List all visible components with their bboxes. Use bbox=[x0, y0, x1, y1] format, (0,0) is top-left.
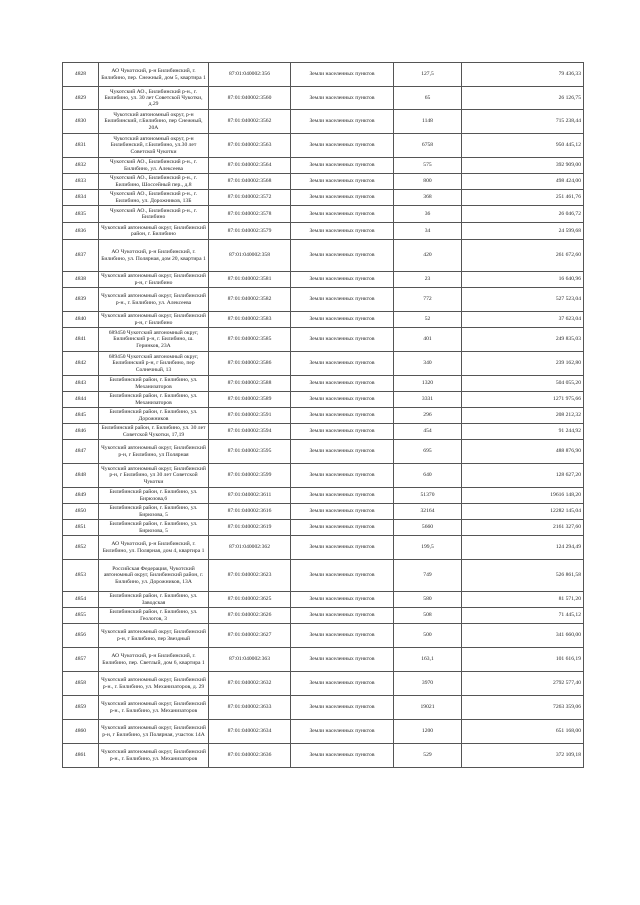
table-row bbox=[63, 190, 584, 206]
land-category-cell: Земли населенных пунктов bbox=[291, 424, 394, 440]
table-row bbox=[63, 376, 584, 392]
table-row bbox=[63, 696, 584, 720]
cadastral-number-cell: 87:01:040002:3625 bbox=[209, 592, 291, 608]
row-number: 4850 bbox=[63, 504, 99, 520]
table-row bbox=[63, 608, 584, 624]
table-row bbox=[63, 110, 584, 134]
cadastral-value-cell: 208 212,32 bbox=[462, 408, 584, 424]
row-number: 4836 bbox=[63, 223, 99, 240]
land-category-cell: Земли населенных пунктов bbox=[291, 488, 394, 504]
table-row bbox=[63, 87, 584, 110]
row-number: 4859 bbox=[63, 696, 99, 720]
address-cell: Российская Федерация, Чукотский автономный округ, Билибинский район, г. Билибино, ул. Дорожников, 13А bbox=[99, 560, 209, 592]
address-cell: Чукотский автономный округ, р-н Билибинский, г.Билибино, ул.30 лет Советской Чукотки bbox=[99, 134, 209, 158]
row-number: 4842 bbox=[63, 352, 99, 376]
table-row bbox=[63, 720, 584, 744]
cadastral-value-cell: 392 909,00 bbox=[462, 158, 584, 174]
address-cell: АО Чукотский, р-н Билибинский, г. Билибино, ул. Полярная, дом 20, квартира 1 bbox=[99, 240, 209, 272]
area-cell: 529 bbox=[394, 744, 462, 768]
cadastral-value-cell: 16 640,96 bbox=[462, 272, 584, 288]
address-cell: Чукотский автономный округ, Билибинский район, г. Билибино bbox=[99, 223, 209, 240]
address-cell: Чукотский автономный округ, Билибинский р-н, г Билибино bbox=[99, 312, 209, 328]
table-body bbox=[63, 63, 584, 768]
land-category-cell: Земли населенных пунктов bbox=[291, 134, 394, 158]
row-number: 4838 bbox=[63, 272, 99, 288]
land-category-cell: Земли населенных пунктов bbox=[291, 63, 394, 87]
cadastral-value-cell: 12282 145,04 bbox=[462, 504, 584, 520]
table-row bbox=[63, 174, 584, 190]
table-row bbox=[63, 440, 584, 464]
land-category-cell: Земли населенных пунктов bbox=[291, 672, 394, 696]
cadastral-number-cell: 87:01:040002:3568 bbox=[209, 174, 291, 190]
cadastral-number-cell: 87:01:040002:3581 bbox=[209, 272, 291, 288]
row-number: 4851 bbox=[63, 520, 99, 536]
cadastral-value-cell: 249 835,03 bbox=[462, 328, 584, 352]
cadastral-number-cell: 87:01:040002:3599 bbox=[209, 464, 291, 488]
area-cell: 6758 bbox=[394, 134, 462, 158]
cadastral-number-cell: 87:01:040002:3611 bbox=[209, 488, 291, 504]
address-cell: Чукотский автономный округ, Билибинский р-н, г Билибино, ул Полярная bbox=[99, 440, 209, 464]
cadastral-number-cell: 87:01:040002:356 bbox=[209, 63, 291, 87]
cadastral-value-cell: 498 424,00 bbox=[462, 174, 584, 190]
cadastral-number-cell: 87:01:040002:3563 bbox=[209, 134, 291, 158]
area-cell: 508 bbox=[394, 608, 462, 624]
address-cell: Чукотский АО., Билибинский р-н., г. Билибино, ул. Алексеева bbox=[99, 158, 209, 174]
row-number: 4831 bbox=[63, 134, 99, 158]
row-number: 4852 bbox=[63, 536, 99, 560]
row-number: 4844 bbox=[63, 392, 99, 408]
cadastral-value-cell: 128 627,20 bbox=[462, 464, 584, 488]
cadastral-value-cell: 79 436,33 bbox=[462, 63, 584, 87]
land-category-cell: Земли населенных пунктов bbox=[291, 624, 394, 648]
row-number: 4856 bbox=[63, 624, 99, 648]
cadastral-value-cell: 124 294,49 bbox=[462, 536, 584, 560]
land-category-cell: Земли населенных пунктов bbox=[291, 592, 394, 608]
table-row bbox=[63, 392, 584, 408]
address-cell: Билибинский район, г. Билибино, ул. Механизаторов bbox=[99, 392, 209, 408]
cadastral-number-cell: 87:01:040002:3589 bbox=[209, 392, 291, 408]
address-cell: Чукотский автономный округ, р-н Билибинский, г.Билибино, пер Снежный, 20А bbox=[99, 110, 209, 134]
cadastral-value-cell: 26 046,72 bbox=[462, 206, 584, 223]
cadastral-value-cell: 341 660,00 bbox=[462, 624, 584, 648]
cadastral-value-cell: 19616 148,20 bbox=[462, 488, 584, 504]
row-number: 4843 bbox=[63, 376, 99, 392]
cadastral-value-cell: 7263 359,06 bbox=[462, 696, 584, 720]
row-number: 4858 bbox=[63, 672, 99, 696]
cadastral-number-cell: 87:01:040002:3616 bbox=[209, 504, 291, 520]
land-category-cell: Земли населенных пунктов bbox=[291, 328, 394, 352]
table-row bbox=[63, 592, 584, 608]
table-row bbox=[63, 352, 584, 376]
row-number: 4861 bbox=[63, 744, 99, 768]
area-cell: 575 bbox=[394, 158, 462, 174]
table-row bbox=[63, 158, 584, 174]
row-number: 4846 bbox=[63, 424, 99, 440]
land-category-cell: Земли населенных пунктов bbox=[291, 272, 394, 288]
area-cell: 3331 bbox=[394, 392, 462, 408]
address-cell: Билибинский район, г. Билибино, ул. Бирюзова, 5 bbox=[99, 504, 209, 520]
area-cell: 19021 bbox=[394, 696, 462, 720]
cadastral-number-cell: 87:01:040002:3632 bbox=[209, 672, 291, 696]
address-cell: Чукотский автономный округ, Билибинский р-н., г. Билибино, ул. Механизаторов, д. 29 bbox=[99, 672, 209, 696]
land-category-cell: Земли населенных пунктов bbox=[291, 110, 394, 134]
address-cell: АО Чукотский, р-н Билибинский, г. Билибино, пер. Светлый, дом 6, квартира 1 bbox=[99, 648, 209, 672]
table-row bbox=[63, 744, 584, 768]
area-cell: 1200 bbox=[394, 720, 462, 744]
table-row bbox=[63, 624, 584, 648]
address-cell: Билибинский район, г. Билибино, ул. Бирюзова,6 bbox=[99, 488, 209, 504]
cadastral-value-cell: 251 461,76 bbox=[462, 190, 584, 206]
cadastral-number-cell: 87:01:040002:3564 bbox=[209, 158, 291, 174]
table-row bbox=[63, 312, 584, 328]
cadastral-value-cell: 91 244,92 bbox=[462, 424, 584, 440]
cadastral-value-cell: 37 623,04 bbox=[462, 312, 584, 328]
cadastral-value-cell: 504 055,20 bbox=[462, 376, 584, 392]
address-cell: Билибинский район, г. Билибино, ул. Бирюзова, 5 bbox=[99, 520, 209, 536]
table-row bbox=[63, 488, 584, 504]
area-cell: 1320 bbox=[394, 376, 462, 392]
address-cell: Чукотский автономный округ, Билибинский р-н., г. Билибино, ул. Алексеева bbox=[99, 288, 209, 312]
cadastral-number-cell: 87:01:040002:3595 bbox=[209, 440, 291, 464]
area-cell: 340 bbox=[394, 352, 462, 376]
land-category-cell: Земли населенных пунктов bbox=[291, 87, 394, 110]
address-cell: Билибинский район, г. Билибино, ул. Геологов, 3 bbox=[99, 608, 209, 624]
land-category-cell: Земли населенных пунктов bbox=[291, 440, 394, 464]
cadastral-number-cell: 87:01:040002:3586 bbox=[209, 352, 291, 376]
row-number: 4848 bbox=[63, 464, 99, 488]
area-cell: 640 bbox=[394, 464, 462, 488]
address-cell: Чукотский АО., Билибинский р-н., г. Билибино, ул. Дорожников, 13Б bbox=[99, 190, 209, 206]
address-cell: Чукотский автономный округ, Билибинский р-н., г. Билибино, ул. Механизаторов bbox=[99, 696, 209, 720]
address-cell: Билибинский район, г. Билибино, ул. Дорожников bbox=[99, 408, 209, 424]
land-category-cell: Земли населенных пунктов bbox=[291, 288, 394, 312]
cadastral-number-cell: 87:01:040002:3594 bbox=[209, 424, 291, 440]
cadastral-number-cell: 87:01:040002:358 bbox=[209, 240, 291, 272]
land-category-cell: Земли населенных пунктов bbox=[291, 376, 394, 392]
address-cell: АО Чукотский, р-н Билибинский, г. Билибино, ул. Полярная, дом 4, квартира 1 bbox=[99, 536, 209, 560]
area-cell: 1148 bbox=[394, 110, 462, 134]
table-row bbox=[63, 464, 584, 488]
address-cell: Чукотский автономный округ, Билибинский р-н, г Билибино, пер Звездный bbox=[99, 624, 209, 648]
land-category-cell: Земли населенных пунктов bbox=[291, 312, 394, 328]
area-cell: 420 bbox=[394, 240, 462, 272]
row-number: 4828 bbox=[63, 63, 99, 87]
cadastral-number-cell: 87:01:040002:3578 bbox=[209, 206, 291, 223]
cadastral-value-cell: 239 162,80 bbox=[462, 352, 584, 376]
row-number: 4841 bbox=[63, 328, 99, 352]
row-number: 4860 bbox=[63, 720, 99, 744]
table-row bbox=[63, 223, 584, 240]
area-cell: 500 bbox=[394, 624, 462, 648]
table-row bbox=[63, 288, 584, 312]
land-category-cell: Земли населенных пунктов bbox=[291, 504, 394, 520]
table-row bbox=[63, 408, 584, 424]
cadastral-value-cell: 2161 327,60 bbox=[462, 520, 584, 536]
area-cell: 800 bbox=[394, 174, 462, 190]
row-number: 4857 bbox=[63, 648, 99, 672]
area-cell: 52 bbox=[394, 312, 462, 328]
table-row bbox=[63, 206, 584, 223]
table-row bbox=[63, 560, 584, 592]
address-cell: Чукотский АО., Билибинский р-н., г. Билибино, ул. 30 лет Советской Чукотки, д.29 bbox=[99, 87, 209, 110]
area-cell: 749 bbox=[394, 560, 462, 592]
row-number: 4853 bbox=[63, 560, 99, 592]
table-row bbox=[63, 520, 584, 536]
cadastral-value-cell: 1271 975,66 bbox=[462, 392, 584, 408]
row-number: 4835 bbox=[63, 206, 99, 223]
land-registry-table bbox=[62, 62, 584, 768]
row-number: 4832 bbox=[63, 158, 99, 174]
cadastral-value-cell: 101 616,19 bbox=[462, 648, 584, 672]
area-cell: 23 bbox=[394, 272, 462, 288]
address-cell: Чукотский автономный округ, Билибинский р-н, г Билибино bbox=[99, 272, 209, 288]
cadastral-number-cell: 87:01:040002:3579 bbox=[209, 223, 291, 240]
address-cell: АО Чукотский, р-н Билибинский, г. Билибино, пер. Снежный, дом 5, квартира 1 bbox=[99, 63, 209, 87]
cadastral-number-cell: 87:01:040002:3562 bbox=[209, 110, 291, 134]
table-row bbox=[63, 672, 584, 696]
cadastral-number-cell: 87:01:040002:3634 bbox=[209, 720, 291, 744]
row-number: 4845 bbox=[63, 408, 99, 424]
address-cell: 689450 Чукотский автономный округ, Билибинский р-н, г. Билибино, ш. Геринков, 23А bbox=[99, 328, 209, 352]
cadastral-number-cell: 87:01:040002:3619 bbox=[209, 520, 291, 536]
cadastral-value-cell: 71 445,12 bbox=[462, 608, 584, 624]
land-category-cell: Земли населенных пунктов bbox=[291, 464, 394, 488]
cadastral-number-cell: 87:01:040002:362 bbox=[209, 536, 291, 560]
cadastral-number-cell: 87:01:040002:3582 bbox=[209, 288, 291, 312]
cadastral-value-cell: 527 523,04 bbox=[462, 288, 584, 312]
cadastral-number-cell: 87:01:040002:3627 bbox=[209, 624, 291, 648]
row-number: 4830 bbox=[63, 110, 99, 134]
land-category-cell: Земли населенных пунктов bbox=[291, 536, 394, 560]
row-number: 4839 bbox=[63, 288, 99, 312]
address-cell: Билибинский район, г. Билибино, ул. 30 лет Советской Чукотки, 17,19 bbox=[99, 424, 209, 440]
land-category-cell: Земли населенных пунктов bbox=[291, 206, 394, 223]
table-row bbox=[63, 328, 584, 352]
cadastral-number-cell: 87:01:040002:363 bbox=[209, 648, 291, 672]
land-category-cell: Земли населенных пунктов bbox=[291, 744, 394, 768]
cadastral-value-cell: 651 168,00 bbox=[462, 720, 584, 744]
row-number: 4829 bbox=[63, 87, 99, 110]
area-cell: 772 bbox=[394, 288, 462, 312]
address-cell: Чукотский автономный округ, Билибинский р-н, г Билибино, ул 30 лет Советской Чукотки bbox=[99, 464, 209, 488]
cadastral-value-cell: 81 571,20 bbox=[462, 592, 584, 608]
cadastral-value-cell: 372 109,18 bbox=[462, 744, 584, 768]
cadastral-value-cell: 261 672,60 bbox=[462, 240, 584, 272]
address-cell: Чукотский автономный округ, Билибинский р-н, г Билибино, ул Полярная, участок 14А bbox=[99, 720, 209, 744]
land-category-cell: Земли населенных пунктов bbox=[291, 174, 394, 190]
row-number: 4849 bbox=[63, 488, 99, 504]
cadastral-value-cell: 488 876,90 bbox=[462, 440, 584, 464]
address-cell: Билибинский район, г. Билибино, ул. Заводская bbox=[99, 592, 209, 608]
table-row bbox=[63, 536, 584, 560]
address-cell: Билибинский район, г. Билибино, ул. Механизаторов bbox=[99, 376, 209, 392]
table-row bbox=[63, 504, 584, 520]
table-row bbox=[63, 648, 584, 672]
area-cell: 3970 bbox=[394, 672, 462, 696]
land-category-cell: Земли населенных пунктов bbox=[291, 648, 394, 672]
table-row bbox=[63, 240, 584, 272]
land-category-cell: Земли населенных пунктов bbox=[291, 560, 394, 592]
area-cell: 163,1 bbox=[394, 648, 462, 672]
cadastral-number-cell: 87:01:040002:3588 bbox=[209, 376, 291, 392]
address-cell: 689450 Чукотский автономный округ, Билибинский р-н, г Билибино, пер Солнечный, 13 bbox=[99, 352, 209, 376]
land-category-cell: Земли населенных пунктов bbox=[291, 408, 394, 424]
row-number: 4837 bbox=[63, 240, 99, 272]
area-cell: 51370 bbox=[394, 488, 462, 504]
row-number: 4855 bbox=[63, 608, 99, 624]
land-category-cell: Земли населенных пунктов bbox=[291, 352, 394, 376]
area-cell: 32164 bbox=[394, 504, 462, 520]
table-row bbox=[63, 424, 584, 440]
address-cell: Чукотский автономный округ, Билибинский р-н., г. Билибино, ул. Механизаторов bbox=[99, 744, 209, 768]
land-category-cell: Земли населенных пунктов bbox=[291, 520, 394, 536]
land-category-cell: Земли населенных пунктов bbox=[291, 223, 394, 240]
area-cell: 695 bbox=[394, 440, 462, 464]
area-cell: 127,5 bbox=[394, 63, 462, 87]
cadastral-value-cell: 26 126,75 bbox=[462, 87, 584, 110]
land-category-cell: Земли населенных пунктов bbox=[291, 240, 394, 272]
cadastral-value-cell: 526 861,58 bbox=[462, 560, 584, 592]
land-category-cell: Земли населенных пунктов bbox=[291, 608, 394, 624]
cadastral-number-cell: 87:01:040002:3626 bbox=[209, 608, 291, 624]
cadastral-number-cell: 87:01:040002:3572 bbox=[209, 190, 291, 206]
table-row bbox=[63, 134, 584, 158]
land-category-cell: Земли населенных пунктов bbox=[291, 190, 394, 206]
cadastral-value-cell: 715 238,44 bbox=[462, 110, 584, 134]
cadastral-number-cell: 87:01:040002:3633 bbox=[209, 696, 291, 720]
address-cell: Чукотский АО., Билибинский р-н., г. Билибино, Шоссейный пер., д.8 bbox=[99, 174, 209, 190]
cadastral-number-cell: 87:01:040002:3583 bbox=[209, 312, 291, 328]
row-number: 4847 bbox=[63, 440, 99, 464]
row-number: 4834 bbox=[63, 190, 99, 206]
area-cell: 368 bbox=[394, 190, 462, 206]
cadastral-value-cell: 2792 577,40 bbox=[462, 672, 584, 696]
cadastral-number-cell: 87:01:040002:3623 bbox=[209, 560, 291, 592]
table-row bbox=[63, 63, 584, 87]
land-category-cell: Земли населенных пунктов bbox=[291, 720, 394, 744]
cadastral-number-cell: 87:01:040002:3585 bbox=[209, 328, 291, 352]
cadastral-value-cell: 950 445,12 bbox=[462, 134, 584, 158]
table-row bbox=[63, 272, 584, 288]
area-cell: 454 bbox=[394, 424, 462, 440]
row-number: 4833 bbox=[63, 174, 99, 190]
land-category-cell: Земли населенных пунктов bbox=[291, 392, 394, 408]
area-cell: 401 bbox=[394, 328, 462, 352]
area-cell: 36 bbox=[394, 206, 462, 223]
cadastral-value-cell: 24 599,68 bbox=[462, 223, 584, 240]
area-cell: 580 bbox=[394, 592, 462, 608]
area-cell: 296 bbox=[394, 408, 462, 424]
row-number: 4840 bbox=[63, 312, 99, 328]
area-cell: 5660 bbox=[394, 520, 462, 536]
area-cell: 65 bbox=[394, 87, 462, 110]
land-category-cell: Земли населенных пунктов bbox=[291, 696, 394, 720]
area-cell: 199,5 bbox=[394, 536, 462, 560]
cadastral-number-cell: 87:01:040002:3591 bbox=[209, 408, 291, 424]
address-cell: Чукотский АО., Билибинский р-н., г. Билибино bbox=[99, 206, 209, 223]
cadastral-number-cell: 87:01:040002:3560 bbox=[209, 87, 291, 110]
row-number: 4854 bbox=[63, 592, 99, 608]
cadastral-number-cell: 87:01:040002:3636 bbox=[209, 744, 291, 768]
land-category-cell: Земли населенных пунктов bbox=[291, 158, 394, 174]
area-cell: 34 bbox=[394, 223, 462, 240]
